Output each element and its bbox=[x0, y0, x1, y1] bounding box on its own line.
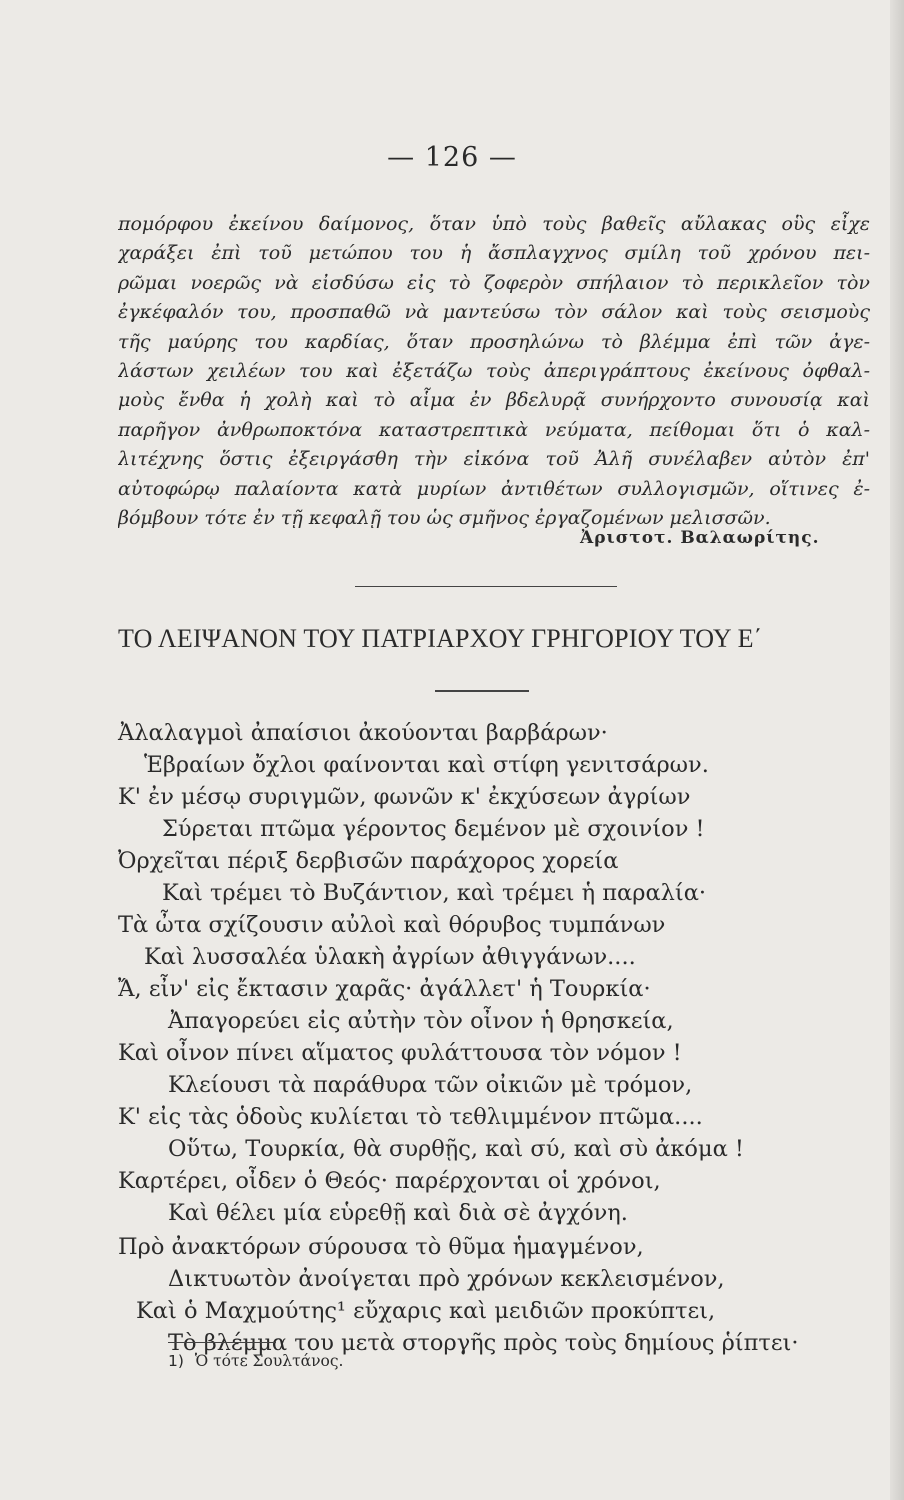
poem-line: Καρτέρει, οἶδεν ὁ Θεός· παρέρχονται οἱ χρόνοι, bbox=[118, 1168, 661, 1194]
prose-paragraph bbox=[118, 210, 870, 533]
footnote-rule bbox=[168, 1342, 276, 1343]
prose-line: ἐγκέφαλόν του, προσπαθῶ νὰ μαντεύσω τὸν σάλον καὶ τοὺς σεισμοὺς bbox=[118, 301, 870, 324]
prose-line: τῆς μαύρης του καρδίας, ὅταν προσηλώνω τὸ βλέμμα ἐπὶ τῶν ἀγε- bbox=[118, 330, 870, 353]
poem-line: Καὶ λυσσαλέα ὑλακὴ ἀγρίων ἀθιγγάνων.... bbox=[144, 944, 636, 970]
prose-line: χαράξει ἐπὶ τοῦ μετώπου του ἡ ἄσπλαγχνος σμίλη τοῦ χρόνου πει- bbox=[118, 242, 870, 265]
poem-line: Καὶ θέλει μία εὑρεθῇ καὶ διὰ σὲ ἀγχόνη. bbox=[168, 1200, 628, 1226]
poem-line: Ὀρχεῖται πέριξ δερβισῶν παράχορος χορεία bbox=[118, 848, 619, 874]
poem-line: Ἀλαλαγμοὶ ἀπαίσιοι ἀκούονται βαρβάρων· bbox=[118, 720, 608, 746]
poem-line: Πρὸ ἀνακτόρων σύρουσα τὸ θῦμα ἡμαγμένον, bbox=[118, 1234, 644, 1260]
author-signature bbox=[580, 528, 820, 548]
poem-line: Κ' ἐν μέσῳ συριγμῶν, φωνῶν κ' ἐκχύσεων ἀγρίων bbox=[118, 784, 691, 810]
section-divider bbox=[355, 586, 617, 587]
poem-line: Σύρεται πτῶμα γέροντος δεμένον μὲ σχοινίον ! bbox=[162, 816, 705, 842]
prose-line: μοὺς ἔνθα ἡ χολὴ καὶ τὸ αἷμα ἐν βδελυρᾷ συνήρχοντο συνουσίᾳ καὶ bbox=[118, 389, 870, 412]
title-underline bbox=[435, 690, 529, 692]
prose-line: αὐτοφώρῳ παλαίοντα κατὰ μυρίων ἀντιθέτων συλλογισμῶν, οἵτινες ἐ- bbox=[118, 477, 870, 500]
prose-line: παρῆγον ἀνθρωποκτόνα καταστρεπτικὰ νεύματα, πείθομαι ὅτι ὁ καλ- bbox=[118, 418, 870, 441]
poem-line: Ἀπαγορεύει εἰς αὐτὴν τὸν οἶνον ἡ θρησκεία, bbox=[168, 1008, 674, 1034]
poem-title: ΤΟ ΛΕΙΨΑΝΟΝ ΤΟΥ ΠΑΤΡΙΑΡΧΟΥ ΓΡΗΓΟΡΙΟΥ ΤΟΥ Ε΄ bbox=[118, 624, 763, 653]
poem-line: Ἑβραίων ὄχλοι φαίνονται καὶ στίφη γενιτσάρων. bbox=[144, 752, 709, 778]
prose-line: ρῶμαι νοερῶς νὰ εἰσδύσω εἰς τὸ ζοφερὸν σπήλαιον τὸ περικλεῖον τὸν bbox=[118, 271, 870, 294]
poem-line: Καὶ οἶνον πίνει αἵματος φυλάττουσα τὸν νόμον ! bbox=[118, 1040, 682, 1066]
author-first-name: Ἀριστοτ. bbox=[580, 528, 674, 548]
poem-line: Ἄ, εἶν' εἰς ἔκτασιν χαρᾶς· ἀγάλλετ' ἡ Τουρκία· bbox=[118, 976, 651, 1002]
prose-line: βόμβουν τότε ἐν τῇ κεφαλῇ του ὡς σμῆνος ἐργαζομένων μελισσῶν. bbox=[118, 506, 771, 529]
poem-line: Οὕτω, Τουρκία, θὰ συρθῇς, καὶ σύ, καὶ σὺ ἀκόμα ! bbox=[168, 1136, 744, 1162]
author-surname: Βαλαωρίτης. bbox=[680, 528, 820, 548]
poem-line: Κλείουσι τὰ παράθυρα τῶν οἰκιῶν μὲ τρόμον, bbox=[168, 1072, 693, 1098]
poem-line: Καὶ τρέμει τὸ Βυζάντιον, καὶ τρέμει ἡ παραλία· bbox=[162, 880, 707, 906]
prose-line: λάστων χειλέων του καὶ ἐξετάζω τοὺς ἀπεριγράπτους ἐκείνους ὀφθαλ- bbox=[118, 359, 870, 382]
poem-line: Κ' εἰς τὰς ὁδοὺς κυλίεται τὸ τεθλιμμένον πτῶμα.... bbox=[118, 1104, 703, 1130]
footnote-marker: 1) bbox=[168, 1352, 184, 1370]
page-number: — 126 — bbox=[387, 142, 517, 173]
poem-line: Τὸ βλέμμα του μετὰ στοργῆς πρὸς τοὺς δημίους ῥίπτει· bbox=[168, 1330, 799, 1356]
footnote bbox=[168, 1352, 344, 1370]
prose-line: πομόρφου ἐκείνου δαίμονος, ὅταν ὑπὸ τοὺς βαθεῖς αὔλακας οὓς εἶχε bbox=[118, 213, 870, 235]
page-edge-shadow bbox=[890, 0, 904, 1500]
poem-line: Καὶ ὁ Μαχμούτης¹ εὔχαρις καὶ μειδιῶν προκύπτει, bbox=[136, 1298, 716, 1324]
poem-line: Τὰ ὦτα σχίζουσιν αὐλοὶ καὶ θόρυβος τυμπάνων bbox=[118, 912, 666, 938]
prose-line: λιτέχνης ὅστις ἐξειργάσθη τὴν εἰκόνα τοῦ Ἀλῆ συνέλαβεν αὐτὸν ἐπ' bbox=[118, 448, 870, 471]
footnote-text: Ὁ τότε Σουλτάνος. bbox=[194, 1352, 344, 1370]
poem-line: Δικτυωτὸν ἀνοίγεται πρὸ χρόνων κεκλεισμένον, bbox=[168, 1266, 725, 1292]
